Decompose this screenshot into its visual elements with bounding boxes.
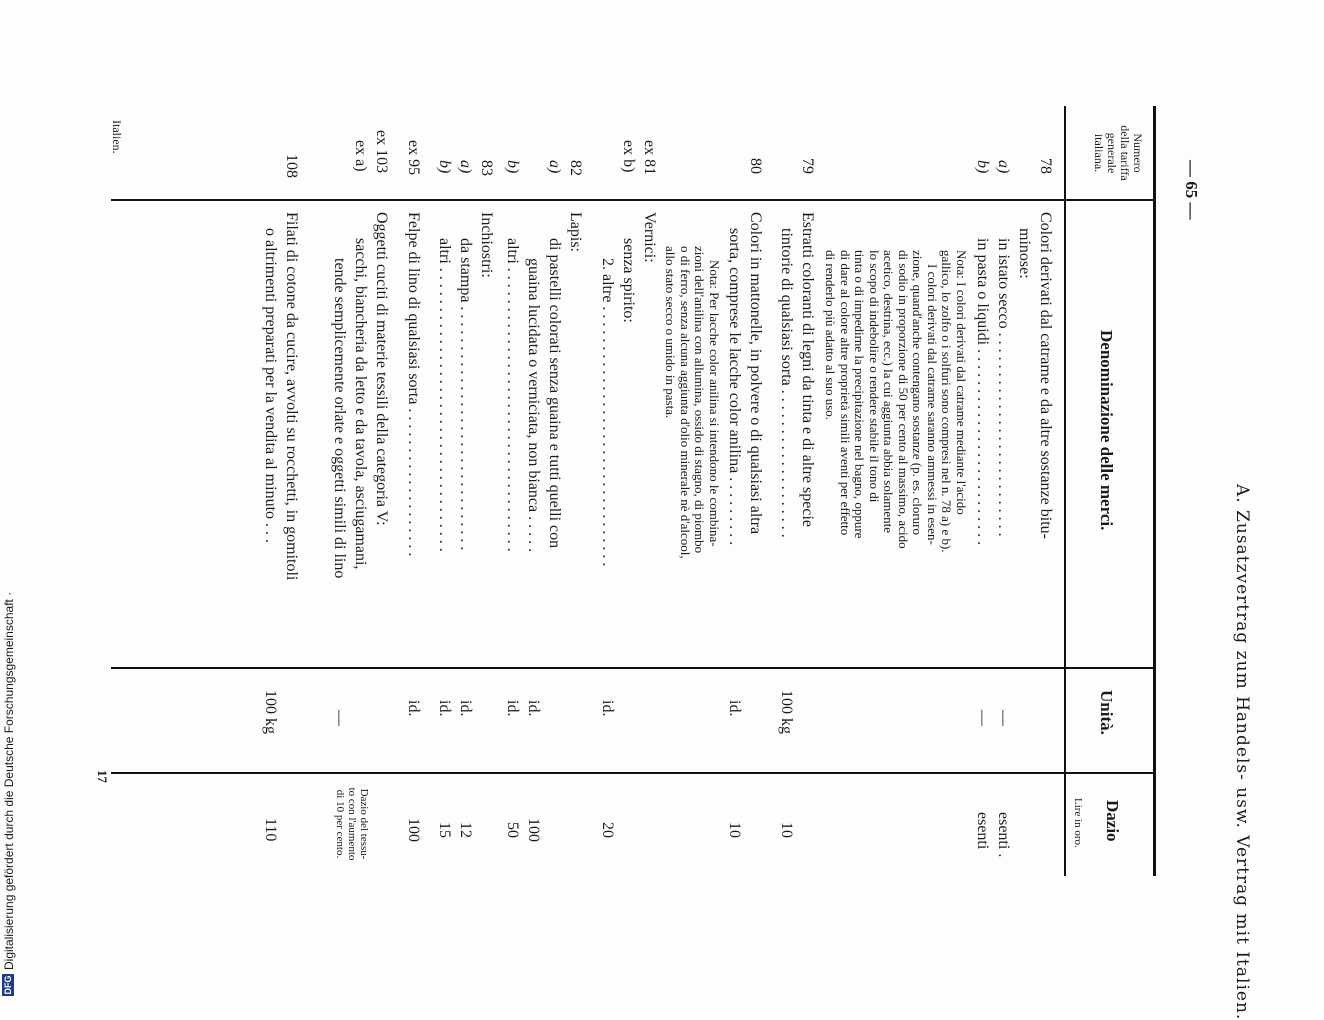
row-num: 83 [478,160,495,176]
row-text: 2. altre . . . . . . . . . . . . . . . . . . . . . . . . . . . . . . . . . [599,258,616,567]
row-text: Felpe di lino di qualsiasi sorta . . . . . . . . . . . . . . . . . . . [405,212,422,557]
row-text: senza spirito: [620,238,637,323]
row-text: Colori derivati dal catrame e da altre sostanze bitu- [1037,212,1054,539]
col-divider-1 [111,199,1156,201]
row-duty: 10 [778,822,795,838]
row-unit: id. [457,700,474,717]
row-unit: — [995,710,1012,726]
row-unit: — [974,710,991,726]
row-text: Oggetti cuciti di materie tessili della categoria V: [373,212,390,526]
row-text: Estratti coloranti di legni da tinta e di altre specie [799,212,816,527]
row-text: guaina lucidata o verniciata, non bianca . . . . . [525,258,542,553]
row-text: in pasta o liquidi . . . . . . . . . . . . . . . . . . . . . . . . . [974,238,991,546]
note-78: Nota: I colori derivati dal catrame mediante l'acido gallico, lo zolfo o i solfuri sono compresi nel n. 78 a) e b). I colori derivati dal catrame saranno ammessi in esen- zione, quand'anche contengano sostanze (p. es. cloruro di sodio in proporzione di 50 per cento al massimo, acido acetico, destrina, ecc.) la cui aggiunta abbia solamente lo scopo di indebolire o rendere stabile il tono di tinta o di impedirne la precipitazione nel bagno, oppure di dare al colore altre proprietà simili aventi per effetto di renderlo più adatto al suo uso. [823,250,969,553]
running-title: A. Zusatzvertrag zum Handels- usw. Vertrag mit Italien. [1232,484,1252,1020]
row-num: a) [995,160,1012,174]
footer-right: 17 [95,770,110,783]
row-text: tende semplicemente orlate e oggetti simili di lino [331,258,348,579]
row-num: ex 95 [405,140,422,176]
row-text: Colori in mattonelle, in polvere o di qualsiasi altra [747,212,764,535]
row-duty: 110 [262,818,279,842]
row-num: ex b) [620,140,637,173]
header-duty: Dazio [1103,800,1122,842]
dfg-logo: DFG [3,975,13,995]
row-duty: 100 [525,818,542,842]
row-text: di pastelli colorati senza guaina e tutti quelli con [546,238,563,549]
row-num: 82 [567,160,584,176]
row-text: sacchi, biancheria da letto e da tavola, asciugamani, [352,238,369,570]
row-text: Lapis: [567,212,584,252]
row-duty: 10 [726,822,743,838]
header-unit: Unità. [1097,690,1116,735]
row-num: b) [436,160,453,174]
row-text: Inchiostri: [478,212,495,278]
row-duty: 100 [405,818,422,842]
row-duty-note: Dazio del tessu- to con l'aumento di 10 per cento. [334,787,370,861]
row-num: ex 103 [373,130,390,174]
row-text: altri . . . . . . . . . . . . . . . . . . . . . . . . . . . . . . . . . . . . [436,238,453,552]
row-unit: id. [504,700,521,717]
row-duty: 12 [457,822,474,838]
header-denomination: Denominazione delle merci. [1097,330,1116,531]
page-number: — 65 — [1182,160,1201,220]
col-divider-3 [111,772,1156,774]
table-header-rule [1065,106,1067,876]
col-divider-2 [111,667,1156,669]
row-unit: id. [436,700,453,717]
row-num: a) [457,160,474,174]
row-text: in istato secco . . . . . . . . . . . . . . . . . . . . . . . . . . [995,238,1012,537]
row-duty: esenti [974,812,991,850]
row-num: ex a) [352,140,369,172]
row-text: Filati di cotone da cucire, avvolti su rocchetti, in gomitoli [283,212,300,581]
row-num: 108 [283,154,300,178]
row-text: sorta, comprese le lacche color anilina . . . . . . . . . [726,228,743,546]
row-unit: 100 kg [778,690,795,734]
row-duty: 50 [504,822,521,838]
row-num: 79 [799,158,816,174]
footer-left: Italien. [110,120,124,154]
header-number: Numero della tariffa generale italiana. [1092,125,1145,181]
row-text: da stampa . . . . . . . . . . . . . . . . . . . . . . . . . . . . . . . [457,238,474,551]
row-duty: 20 [599,822,616,838]
row-text: minose: [1016,228,1033,279]
row-num: b) [974,160,991,174]
row-duty: esenti . [995,812,1012,858]
row-num: 78 [1037,158,1054,174]
row-num: ex 81 [641,140,658,176]
row-text: tintorie di qualsiasi sorta . . . . . . . . . . . . . . . . . . . [778,228,795,538]
row-unit: id. [726,700,743,717]
row-text: altri . . . . . . . . . . . . . . . . . . . . . . . . . . . . . . . . . . . . [504,238,521,552]
row-text: Vernici: [641,212,658,263]
table-top-rule [1153,106,1156,876]
row-num: a) [546,160,563,174]
row-unit: 100 kg [262,690,279,734]
row-text: o altrimenti preparati per la vendita al minuto . . . [262,228,279,544]
row-num: 80 [747,158,764,174]
row-num: b) [504,160,521,174]
row-unit: id. [599,700,616,717]
note-80: Nota: Per lacche color anilina si intendono le combina- zioni dell'anilina con allumina, ossido di stagno, di piombo o di ferro, senza alcuna aggiunta d'olio minerale nè d'alcool, allo stato secco o umido in pasta. [663,246,722,559]
row-unit: id. [525,700,542,717]
row-unit: id. [405,700,422,717]
row-duty: 15 [436,822,453,838]
digitization-sidebar [0,0,26,1000]
dfg-credit: Digitalisierung gefördert durch die Deutsche Forschungsgemeinschaft · [2,591,16,970]
row-unit: — [331,710,348,726]
header-duty-sub: Lire in oro. [1072,798,1084,848]
